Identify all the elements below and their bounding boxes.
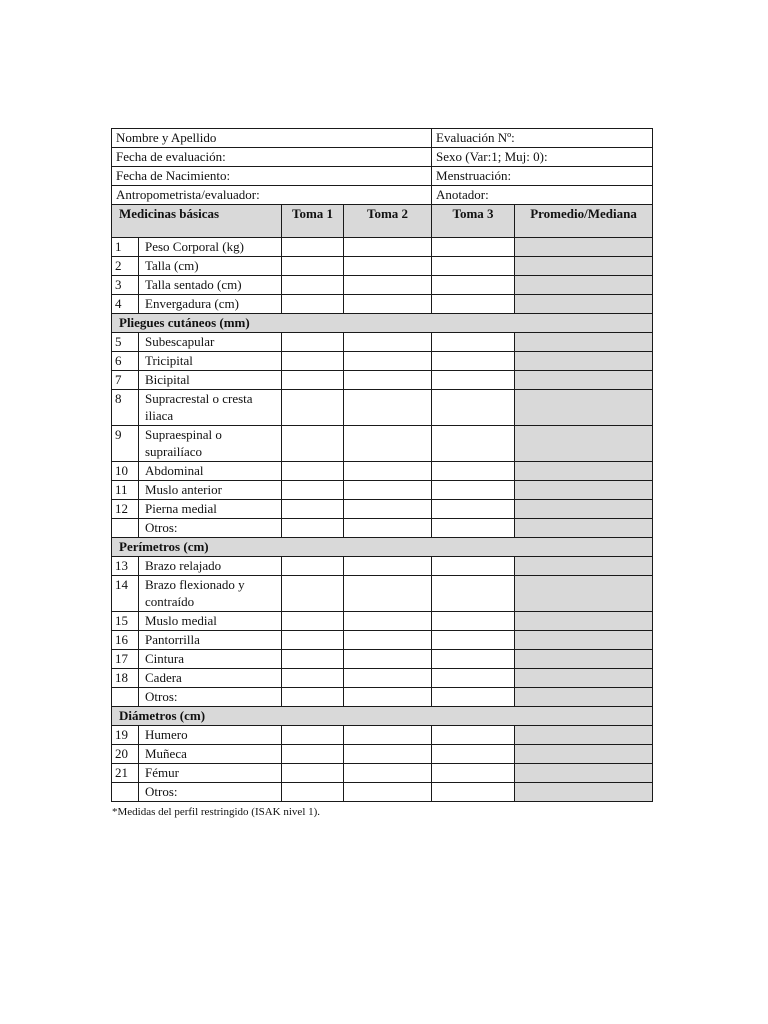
measure-number: 18 bbox=[112, 669, 139, 688]
measure-row bbox=[112, 426, 653, 462]
take-2-cell[interactable] bbox=[344, 557, 432, 576]
measure-label: Muñeca bbox=[139, 745, 282, 764]
anthropometry-form bbox=[111, 128, 652, 819]
take-1-cell[interactable] bbox=[282, 333, 344, 352]
take-1-cell[interactable] bbox=[282, 631, 344, 650]
measure-label: Talla (cm) bbox=[139, 257, 282, 276]
take-2-cell[interactable] bbox=[344, 238, 432, 257]
measure-row bbox=[112, 352, 653, 371]
average-median-cell[interactable] bbox=[515, 612, 653, 631]
measure-label: Abdominal bbox=[139, 462, 282, 481]
measure-row bbox=[112, 764, 653, 783]
measure-number bbox=[112, 783, 139, 802]
take-1-cell[interactable] bbox=[282, 352, 344, 371]
measure-label: Tricipital bbox=[139, 352, 282, 371]
evaluation-date-field[interactable] bbox=[112, 148, 432, 167]
take-2-cell[interactable] bbox=[344, 352, 432, 371]
measure-label: Brazo relajado bbox=[139, 557, 282, 576]
take-3-cell[interactable] bbox=[432, 333, 515, 352]
measure-row bbox=[112, 462, 653, 481]
evaluation-number-field[interactable] bbox=[432, 129, 653, 148]
average-median-cell[interactable] bbox=[515, 257, 653, 276]
measure-number: 7 bbox=[112, 371, 139, 390]
col-take-3: Toma 3 bbox=[432, 205, 515, 238]
measure-number: 19 bbox=[112, 726, 139, 745]
average-median-cell[interactable] bbox=[515, 688, 653, 707]
measure-row bbox=[112, 481, 653, 500]
measure-label: Muslo medial bbox=[139, 612, 282, 631]
take-2-cell[interactable] bbox=[344, 612, 432, 631]
take-1-cell[interactable] bbox=[282, 500, 344, 519]
average-median-cell[interactable] bbox=[515, 783, 653, 802]
take-2-cell[interactable] bbox=[344, 295, 432, 314]
average-median-cell[interactable] bbox=[515, 371, 653, 390]
name-label: Nombre y Apellido bbox=[116, 130, 217, 145]
measure-number: 13 bbox=[112, 557, 139, 576]
take-2-cell[interactable] bbox=[344, 669, 432, 688]
sex-field[interactable] bbox=[432, 148, 653, 167]
birth-date-field[interactable] bbox=[112, 167, 432, 186]
measure-row bbox=[112, 745, 653, 764]
col-take-2: Toma 2 bbox=[344, 205, 432, 238]
measure-row bbox=[112, 333, 653, 352]
take-3-cell[interactable] bbox=[432, 352, 515, 371]
take-1-cell[interactable] bbox=[282, 576, 344, 612]
average-median-cell[interactable] bbox=[515, 333, 653, 352]
sex-label: Sexo (Var:1; Muj: 0): bbox=[436, 149, 548, 164]
take-2-cell[interactable] bbox=[344, 371, 432, 390]
measure-label: Otros: bbox=[139, 519, 282, 538]
take-2-cell[interactable] bbox=[344, 390, 432, 426]
measure-number bbox=[112, 688, 139, 707]
take-2-cell[interactable] bbox=[344, 500, 432, 519]
take-3-cell[interactable] bbox=[432, 500, 515, 519]
measure-number: 6 bbox=[112, 352, 139, 371]
take-1-cell[interactable] bbox=[282, 669, 344, 688]
take-3-cell[interactable] bbox=[432, 650, 515, 669]
measure-label: Subescapular bbox=[139, 333, 282, 352]
take-3-cell[interactable] bbox=[432, 783, 515, 802]
measure-row bbox=[112, 238, 653, 257]
average-median-cell[interactable] bbox=[515, 669, 653, 688]
measure-row bbox=[112, 295, 653, 314]
name-field[interactable] bbox=[112, 129, 432, 148]
measure-row bbox=[112, 371, 653, 390]
take-2-cell[interactable] bbox=[344, 726, 432, 745]
measure-number: 16 bbox=[112, 631, 139, 650]
measure-row bbox=[112, 276, 653, 295]
take-1-cell[interactable] bbox=[282, 612, 344, 631]
take-2-cell[interactable] bbox=[344, 688, 432, 707]
measure-number: 20 bbox=[112, 745, 139, 764]
measure-row bbox=[112, 669, 653, 688]
evaluation-number-label: Evaluación Nº: bbox=[436, 130, 515, 145]
take-1-cell[interactable] bbox=[282, 426, 344, 462]
breadths-section-title: Diámetros (cm) bbox=[112, 707, 653, 726]
measure-number: 11 bbox=[112, 481, 139, 500]
measure-number: 2 bbox=[112, 257, 139, 276]
measure-row bbox=[112, 726, 653, 745]
measure-label: Muslo anterior bbox=[139, 481, 282, 500]
take-2-cell[interactable] bbox=[344, 426, 432, 462]
average-median-cell[interactable] bbox=[515, 481, 653, 500]
average-median-cell[interactable] bbox=[515, 519, 653, 538]
measure-label: Peso Corporal (kg) bbox=[139, 238, 282, 257]
take-1-cell[interactable] bbox=[282, 481, 344, 500]
measure-label: Talla sentado (cm) bbox=[139, 276, 282, 295]
take-2-cell[interactable] bbox=[344, 650, 432, 669]
take-1-cell[interactable] bbox=[282, 390, 344, 426]
average-median-cell[interactable] bbox=[515, 745, 653, 764]
take-3-cell[interactable] bbox=[432, 612, 515, 631]
average-median-cell[interactable] bbox=[515, 276, 653, 295]
take-3-cell[interactable] bbox=[432, 764, 515, 783]
anthropometrist-field[interactable] bbox=[112, 186, 432, 205]
column-header-row bbox=[112, 205, 653, 238]
take-1-cell[interactable] bbox=[282, 276, 344, 295]
take-2-cell[interactable] bbox=[344, 481, 432, 500]
take-1-cell[interactable] bbox=[282, 764, 344, 783]
take-2-cell[interactable] bbox=[344, 519, 432, 538]
header-row bbox=[112, 129, 653, 148]
average-median-cell[interactable] bbox=[515, 426, 653, 462]
take-3-cell[interactable] bbox=[432, 519, 515, 538]
measure-number: 4 bbox=[112, 295, 139, 314]
col-take-1: Toma 1 bbox=[282, 205, 344, 238]
measure-label: Fémur bbox=[139, 764, 282, 783]
average-median-cell[interactable] bbox=[515, 764, 653, 783]
measure-number: 14 bbox=[112, 576, 139, 612]
header-row bbox=[112, 167, 653, 186]
take-3-cell[interactable] bbox=[432, 726, 515, 745]
take-3-cell[interactable] bbox=[432, 462, 515, 481]
take-3-cell[interactable] bbox=[432, 238, 515, 257]
measure-label: Otros: bbox=[139, 688, 282, 707]
average-median-cell[interactable] bbox=[515, 650, 653, 669]
menstruation-field[interactable] bbox=[432, 167, 653, 186]
take-1-cell[interactable] bbox=[282, 519, 344, 538]
average-median-cell[interactable] bbox=[515, 726, 653, 745]
take-3-cell[interactable] bbox=[432, 745, 515, 764]
take-1-cell[interactable] bbox=[282, 295, 344, 314]
average-median-cell[interactable] bbox=[515, 238, 653, 257]
measure-number: 1 bbox=[112, 238, 139, 257]
measure-label: Brazo flexionado y contraído bbox=[139, 576, 282, 612]
take-3-cell[interactable] bbox=[432, 576, 515, 612]
skinfolds-section-row bbox=[112, 314, 653, 333]
measure-number: 12 bbox=[112, 500, 139, 519]
take-1-cell[interactable] bbox=[282, 371, 344, 390]
measure-label: Cadera bbox=[139, 669, 282, 688]
take-2-cell[interactable] bbox=[344, 462, 432, 481]
birth-date-label: Fecha de Nacimiento: bbox=[116, 168, 231, 183]
take-3-cell[interactable] bbox=[432, 295, 515, 314]
measure-number: 15 bbox=[112, 612, 139, 631]
measure-number: 3 bbox=[112, 276, 139, 295]
col-average-median: Promedio/Mediana bbox=[515, 205, 653, 238]
take-2-cell[interactable] bbox=[344, 631, 432, 650]
take-3-cell[interactable] bbox=[432, 557, 515, 576]
measure-row bbox=[112, 688, 653, 707]
measure-number: 10 bbox=[112, 462, 139, 481]
measure-number: 9 bbox=[112, 426, 139, 462]
measure-label: Supraespinal o suprailíaco bbox=[139, 426, 282, 462]
measure-number: 17 bbox=[112, 650, 139, 669]
measure-number: 21 bbox=[112, 764, 139, 783]
take-1-cell[interactable] bbox=[282, 462, 344, 481]
take-3-cell[interactable] bbox=[432, 426, 515, 462]
average-median-cell[interactable] bbox=[515, 557, 653, 576]
take-3-cell[interactable] bbox=[432, 688, 515, 707]
girths-section-row bbox=[112, 538, 653, 557]
take-3-cell[interactable] bbox=[432, 257, 515, 276]
girths-section-title: Perímetros (cm) bbox=[112, 538, 653, 557]
measure-row bbox=[112, 557, 653, 576]
take-2-cell[interactable] bbox=[344, 745, 432, 764]
average-median-cell[interactable] bbox=[515, 500, 653, 519]
measure-label: Bicipital bbox=[139, 371, 282, 390]
measure-label: Supracrestal o cresta iliaca bbox=[139, 390, 282, 426]
measurement-table bbox=[111, 128, 653, 802]
measure-row bbox=[112, 576, 653, 612]
measure-row bbox=[112, 631, 653, 650]
take-1-cell[interactable] bbox=[282, 557, 344, 576]
take-3-cell[interactable] bbox=[432, 669, 515, 688]
skinfolds-section-title: Pliegues cutáneos (mm) bbox=[112, 314, 653, 333]
measure-label: Cintura bbox=[139, 650, 282, 669]
average-median-cell[interactable] bbox=[515, 390, 653, 426]
take-2-cell[interactable] bbox=[344, 276, 432, 295]
take-1-cell[interactable] bbox=[282, 688, 344, 707]
take-3-cell[interactable] bbox=[432, 631, 515, 650]
average-median-cell[interactable] bbox=[515, 631, 653, 650]
measure-row bbox=[112, 650, 653, 669]
take-1-cell[interactable] bbox=[282, 257, 344, 276]
take-1-cell[interactable] bbox=[282, 238, 344, 257]
average-median-cell[interactable] bbox=[515, 462, 653, 481]
measure-row bbox=[112, 390, 653, 426]
measure-label: Pantorrilla bbox=[139, 631, 282, 650]
header-row bbox=[112, 186, 653, 205]
average-median-cell[interactable] bbox=[515, 352, 653, 371]
recorder-field[interactable] bbox=[432, 186, 653, 205]
measure-label: Envergadura (cm) bbox=[139, 295, 282, 314]
take-2-cell[interactable] bbox=[344, 333, 432, 352]
measure-number: 8 bbox=[112, 390, 139, 426]
take-3-cell[interactable] bbox=[432, 481, 515, 500]
measure-label: Otros: bbox=[139, 783, 282, 802]
measure-label: Pierna medial bbox=[139, 500, 282, 519]
take-1-cell[interactable] bbox=[282, 650, 344, 669]
measure-row bbox=[112, 612, 653, 631]
measure-row bbox=[112, 257, 653, 276]
col-basic-measures: Medicinas básicas bbox=[112, 205, 282, 238]
take-2-cell[interactable] bbox=[344, 576, 432, 612]
take-1-cell[interactable] bbox=[282, 745, 344, 764]
measure-number bbox=[112, 519, 139, 538]
average-median-cell[interactable] bbox=[515, 576, 653, 612]
take-3-cell[interactable] bbox=[432, 276, 515, 295]
take-3-cell[interactable] bbox=[432, 371, 515, 390]
evaluation-date-label: Fecha de evaluación: bbox=[116, 149, 226, 164]
take-2-cell[interactable] bbox=[344, 257, 432, 276]
measure-row bbox=[112, 519, 653, 538]
average-median-cell[interactable] bbox=[515, 295, 653, 314]
measure-row bbox=[112, 783, 653, 802]
take-1-cell[interactable] bbox=[282, 726, 344, 745]
menstruation-label: Menstruación: bbox=[436, 168, 512, 183]
recorder-label: Anotador: bbox=[436, 187, 489, 202]
measure-label: Humero bbox=[139, 726, 282, 745]
measure-row bbox=[112, 500, 653, 519]
take-2-cell[interactable] bbox=[344, 764, 432, 783]
take-1-cell[interactable] bbox=[282, 783, 344, 802]
anthropometrist-label: Antropometrista/evaluador: bbox=[116, 187, 260, 202]
header-row bbox=[112, 148, 653, 167]
breadths-section-row bbox=[112, 707, 653, 726]
footnote: *Medidas del perfil restringido (ISAK nivel 1). bbox=[112, 806, 321, 818]
take-2-cell[interactable] bbox=[344, 783, 432, 802]
measure-number: 5 bbox=[112, 333, 139, 352]
take-3-cell[interactable] bbox=[432, 390, 515, 426]
